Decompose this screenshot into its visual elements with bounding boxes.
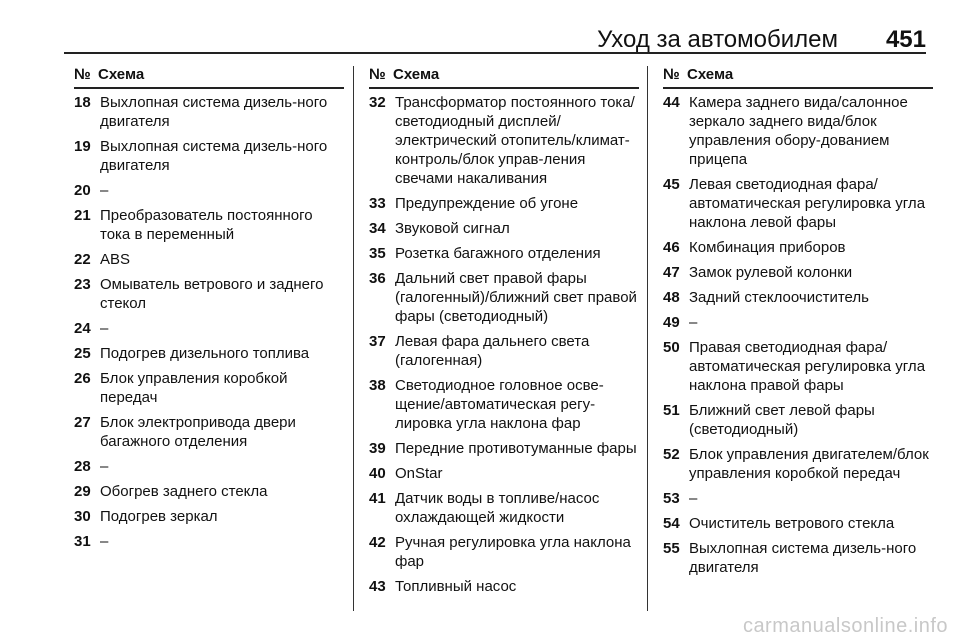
fuse-row (663, 445, 933, 483)
column-header (74, 64, 344, 89)
fuse-row (663, 539, 933, 577)
fuse-row (663, 489, 933, 508)
fuse-row (369, 376, 639, 433)
fuse-number: 50 (663, 339, 680, 356)
fuse-number: 44 (663, 94, 680, 111)
fuse-description: Ручная регулировка угла наклона фар (395, 534, 631, 570)
fuse-row (663, 288, 933, 307)
fuse-number: 49 (663, 314, 680, 331)
page-number: 451 (885, 26, 926, 53)
fuse-row (74, 344, 344, 363)
fuse-number: 21 (74, 207, 91, 224)
fuse-row (369, 244, 639, 263)
fuse-number: 37 (369, 333, 386, 350)
fuse-description: Правая светодиодная фара/автоматическая регулировка угла наклона правой фары (689, 339, 926, 394)
fuse-number: 51 (663, 402, 680, 419)
fuse-description: – (100, 533, 109, 550)
page-header (64, 12, 926, 54)
fuse-row (74, 507, 344, 526)
fuse-description: Очиститель ветрового стекла (689, 515, 895, 532)
fuse-number: 43 (369, 578, 386, 595)
fuse-description: Левая светодиодная фара/автоматическая регулировка угла наклона левой фары (689, 176, 926, 231)
fuse-number: 36 (369, 270, 386, 287)
fuse-row (369, 489, 639, 527)
fuse-row (74, 482, 344, 501)
fuse-column-2 (369, 64, 639, 602)
fuse-description: Светодиодное головное осве-щение/автоматическая регу-лировка угла наклона фар (395, 377, 604, 432)
fuse-number: 39 (369, 440, 386, 457)
fuse-row (663, 238, 933, 257)
fuse-number: 25 (74, 345, 91, 362)
header-num: № (369, 66, 386, 83)
fuse-row (369, 332, 639, 370)
fuse-row (74, 369, 344, 407)
fuse-number: 46 (663, 239, 680, 256)
fuse-description: Выхлопная система дизель-ного двигателя (689, 540, 917, 576)
fuse-row (663, 313, 933, 332)
fuse-description: – (100, 182, 109, 199)
fuse-number: 42 (369, 534, 386, 551)
fuse-row (369, 464, 639, 483)
fuse-description: Обогрев заднего стекла (100, 483, 268, 500)
fuse-description: Задний стеклоочиститель (689, 289, 869, 306)
fuse-description: Блок управления двигателем/блок управления коробкой передач (689, 446, 929, 482)
fuse-number: 24 (74, 320, 91, 337)
fuse-description: Замок рулевой колонки (689, 264, 853, 281)
fuse-description: Предупреждение об угоне (395, 195, 579, 212)
fuse-number: 31 (74, 533, 91, 550)
fuse-number: 47 (663, 264, 680, 281)
fuse-number: 40 (369, 465, 386, 482)
fuse-description: Дальний свет правой фары (галогенный)/ближний свет правой фары (светодиодный) (395, 270, 637, 325)
fuse-description: Камера заднего вида/салонное зеркало заднего вида/блок управления обору-дованием прицепа (689, 94, 908, 168)
column-divider (647, 66, 648, 611)
fuse-row (74, 137, 344, 175)
fuse-number: 38 (369, 377, 386, 394)
fuse-description: Левая фара дальнего света (галогенная) (395, 333, 590, 369)
fuse-row (663, 93, 933, 169)
fuse-row (74, 181, 344, 200)
fuse-row (74, 250, 344, 269)
fuse-description: Трансформатор постоянного тока/светодиодный дисплей/электрический отопитель/климат-контроль/блок управ-ления свечами накаливания (395, 94, 635, 187)
fuse-description: Подогрев зеркал (100, 508, 218, 525)
fuse-row (369, 93, 639, 188)
fuse-number: 41 (369, 490, 386, 507)
fuse-row (663, 175, 933, 232)
fuse-row (74, 319, 344, 338)
fuse-description: Выхлопная система дизель-ного двигателя (100, 94, 328, 130)
fuse-row (74, 532, 344, 551)
fuse-number: 34 (369, 220, 386, 237)
fuse-row (663, 338, 933, 395)
fuse-number: 27 (74, 414, 91, 431)
page-title: Уход за автомобилем (597, 26, 838, 53)
fuse-column-1 (74, 64, 344, 557)
fuse-number: 32 (369, 94, 386, 111)
fuse-description: Звуковой сигнал (395, 220, 510, 237)
column-header (369, 64, 639, 89)
header-label: Схема (393, 66, 440, 83)
fuse-row (663, 263, 933, 282)
fuse-row (74, 206, 344, 244)
column-header (663, 64, 933, 89)
fuse-row (369, 269, 639, 326)
fuse-number: 35 (369, 245, 386, 262)
fuse-number: 28 (74, 458, 91, 475)
header-label: Схема (687, 66, 734, 83)
fuse-description: – (689, 314, 698, 331)
fuse-description: – (100, 320, 109, 337)
fuse-number: 30 (74, 508, 91, 525)
fuse-row (369, 219, 639, 238)
header-num: № (74, 66, 91, 83)
fuse-number: 20 (74, 182, 91, 199)
fuse-description: Блок электропривода двери багажного отделения (100, 414, 296, 450)
fuse-row (74, 413, 344, 451)
fuse-row (369, 533, 639, 571)
fuse-description: Розетка багажного отделения (395, 245, 601, 262)
fuse-number: 45 (663, 176, 680, 193)
fuse-number: 22 (74, 251, 91, 268)
fuse-description: Подогрев дизельного топлива (100, 345, 310, 362)
fuse-number: 29 (74, 483, 91, 500)
fuse-description: Блок управления коробкой передач (100, 370, 288, 406)
fuse-description: Преобразователь постоянного тока в переменный (100, 207, 313, 243)
fuse-row (74, 93, 344, 131)
fuse-row (663, 514, 933, 533)
fuse-number: 54 (663, 515, 680, 532)
fuse-row (369, 577, 639, 596)
header-num: № (663, 66, 680, 83)
fuse-description: – (689, 490, 698, 507)
fuse-description: OnStar (395, 465, 443, 482)
fuse-row (369, 439, 639, 458)
fuse-column-3 (663, 64, 933, 583)
fuse-description: Датчик воды в топливе/насос охлаждающей жидкости (395, 490, 600, 526)
fuse-number: 23 (74, 276, 91, 293)
header-label: Схема (98, 66, 145, 83)
fuse-number: 26 (74, 370, 91, 387)
fuse-description: ABS (100, 251, 131, 268)
fuse-number: 55 (663, 540, 680, 557)
fuse-description: Комбинация приборов (689, 239, 846, 256)
fuse-number: 19 (74, 138, 91, 155)
column-divider (353, 66, 354, 611)
watermark: carmanualsonline.info (742, 615, 948, 637)
fuse-row (663, 401, 933, 439)
fuse-number: 33 (369, 195, 386, 212)
fuse-number: 18 (74, 94, 91, 111)
fuse-number: 53 (663, 490, 680, 507)
fuse-row (74, 457, 344, 476)
fuse-number: 52 (663, 446, 680, 463)
fuse-row (369, 194, 639, 213)
fuse-description: Выхлопная система дизель-ного двигателя (100, 138, 328, 174)
fuse-description: Передние противотуманные фары (395, 440, 637, 457)
fuse-description: – (100, 458, 109, 475)
fuse-row (74, 275, 344, 313)
fuse-description: Топливный насос (395, 578, 517, 595)
fuse-description: Омыватель ветрового и заднего стекол (100, 276, 324, 312)
fuse-number: 48 (663, 289, 680, 306)
fuse-description: Ближний свет левой фары (светодиодный) (689, 402, 875, 438)
